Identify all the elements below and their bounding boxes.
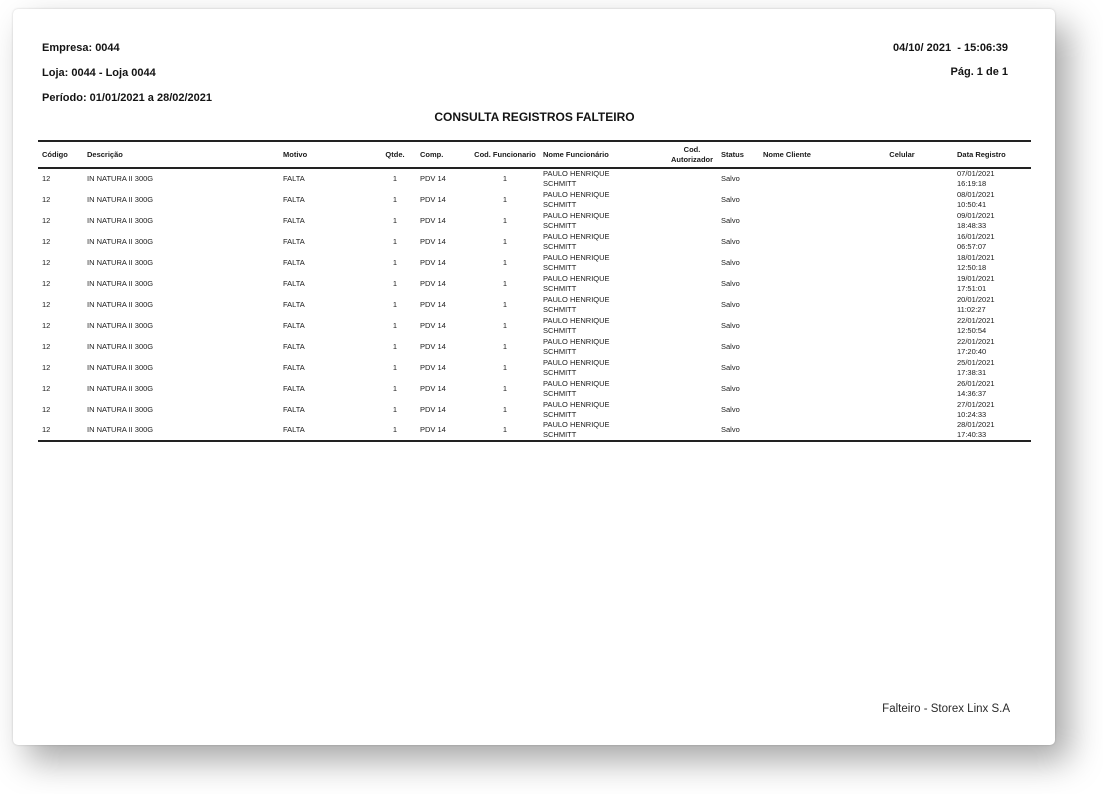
cell-comp: PDV 14	[420, 320, 446, 330]
cell-motivo: FALTA	[283, 174, 305, 183]
cell-codigo: 12	[42, 257, 51, 267]
table-row	[38, 189, 1031, 210]
column-header-comp: Comp.	[411, 141, 471, 168]
cell-celular	[857, 252, 947, 273]
cell-celular	[857, 336, 947, 357]
cell-descricao: IN NATURA II 300G	[87, 341, 154, 351]
cell-comp: PDV 14	[420, 341, 446, 351]
registro-time: 17:38:31	[957, 367, 987, 377]
cell-codigo: 12	[42, 341, 51, 351]
cell-descricao: IN NATURA II 300G	[87, 174, 154, 183]
cell-nome_funcionario	[539, 168, 667, 189]
registro-date: 07/01/2021	[957, 169, 995, 178]
cell-comp: PDV 14	[420, 236, 446, 246]
cell-comp: PDV 14	[420, 404, 446, 414]
registro-time: 06:57:07	[957, 241, 987, 251]
cell-data_registro	[947, 231, 1031, 252]
column-header-nome_cliente: Nome Cliente	[759, 141, 857, 168]
registro-date: 09/01/2021	[957, 210, 995, 220]
cell-celular	[857, 189, 947, 210]
table-row	[38, 252, 1031, 273]
cell-nome_cliente	[759, 210, 857, 231]
cell-codigo: 12	[42, 425, 51, 434]
cell-motivo: FALTA	[283, 257, 305, 267]
registro-time: 11:02:27	[957, 304, 986, 314]
cell-nome_cliente	[759, 231, 857, 252]
cell-motivo: FALTA	[283, 341, 305, 351]
cell-status: Salvo	[721, 320, 740, 330]
cell-descricao: IN NATURA II 300G	[87, 236, 154, 246]
cell-data_registro	[947, 189, 1031, 210]
column-header-status: Status	[717, 141, 759, 168]
cell-motivo: FALTA	[283, 383, 305, 393]
cell-data_registro	[947, 357, 1031, 378]
cell-codigo: 12	[42, 299, 51, 309]
cell-cod_funcionario: 1	[502, 174, 508, 183]
cell-status: Salvo	[721, 404, 740, 414]
cell-comp: PDV 14	[420, 257, 446, 267]
cell-cod_autorizador	[667, 189, 717, 210]
cell-nome_cliente	[759, 168, 857, 189]
cell-descricao: IN NATURA II 300G	[87, 320, 154, 330]
cell-nome_funcionario	[539, 378, 667, 399]
cell-celular	[857, 357, 947, 378]
cell-cod_funcionario: 1	[502, 341, 508, 351]
cell-motivo: FALTA	[283, 215, 305, 225]
cell-status: Salvo	[721, 362, 740, 372]
cell-celular	[857, 315, 947, 336]
cell-nome_funcionario	[539, 357, 667, 378]
cell-cod_funcionario: 1	[502, 257, 508, 267]
employee-name: PAULO HENRIQUE SCHMITT	[543, 315, 610, 335]
registro-date: 28/01/2021	[957, 420, 995, 429]
records-table-body	[38, 168, 1031, 441]
cell-nome_cliente	[759, 315, 857, 336]
cell-comp: PDV 14	[420, 194, 446, 204]
cell-celular	[857, 210, 947, 231]
cell-nome_cliente	[759, 189, 857, 210]
cell-nome_cliente	[759, 336, 857, 357]
cell-codigo: 12	[42, 215, 51, 225]
cell-data_registro	[947, 273, 1031, 294]
registro-date: 19/01/2021	[957, 273, 995, 283]
cell-celular	[857, 231, 947, 252]
cell-motivo: FALTA	[283, 299, 305, 309]
registro-time: 10:24:33	[957, 409, 987, 419]
cell-status: Salvo	[721, 278, 740, 288]
table-row	[38, 231, 1031, 252]
column-header-codigo: Código	[38, 141, 83, 168]
employee-name: PAULO HENRIQUE SCHMITT	[543, 252, 610, 272]
cell-comp: PDV 14	[420, 299, 446, 309]
employee-name: PAULO HENRIQUE SCHMITT	[543, 231, 610, 251]
column-header-nome_funcionario: Nome Funcionário	[539, 141, 667, 168]
table-row	[38, 399, 1031, 420]
cell-cod_funcionario: 1	[502, 194, 508, 204]
cell-cod_autorizador	[667, 399, 717, 420]
cell-codigo: 12	[42, 383, 51, 393]
employee-name: PAULO HENRIQUE SCHMITT	[543, 210, 610, 230]
registro-date: 22/01/2021	[957, 315, 995, 325]
cell-cod_autorizador	[667, 420, 717, 441]
cell-data_registro	[947, 210, 1031, 231]
empresa-line: Empresa: 0044	[42, 42, 120, 54]
cell-cod_funcionario: 1	[502, 299, 508, 309]
report-page	[13, 9, 1055, 745]
cell-comp: PDV 14	[420, 383, 446, 393]
cell-cod_funcionario: 1	[502, 236, 508, 246]
cell-data_registro	[947, 399, 1031, 420]
cell-cod_funcionario: 1	[502, 425, 508, 434]
registro-date: 18/01/2021	[957, 252, 995, 262]
cell-qtde: 1	[392, 194, 398, 204]
cell-nome_funcionario	[539, 273, 667, 294]
cell-nome_funcionario	[539, 231, 667, 252]
cell-celular	[857, 168, 947, 189]
registro-date: 27/01/2021	[957, 399, 995, 409]
employee-name: PAULO HENRIQUE SCHMITT	[543, 399, 610, 419]
cell-qtde: 1	[392, 404, 398, 414]
column-header-qtde: Qtde.	[379, 141, 411, 168]
cell-qtde: 1	[392, 278, 398, 288]
cell-nome_cliente	[759, 378, 857, 399]
cell-descricao: IN NATURA II 300G	[87, 362, 154, 372]
cell-qtde: 1	[392, 425, 398, 434]
cell-descricao: IN NATURA II 300G	[87, 383, 154, 393]
cell-data_registro	[947, 294, 1031, 315]
cell-nome_funcionario	[539, 252, 667, 273]
report-header-left	[42, 42, 212, 117]
cell-status: Salvo	[721, 299, 740, 309]
cell-nome_cliente	[759, 357, 857, 378]
table-row	[38, 210, 1031, 231]
cell-motivo: FALTA	[283, 362, 305, 372]
cell-status: Salvo	[721, 174, 740, 183]
employee-name: PAULO HENRIQUE SCHMITT	[543, 378, 610, 398]
cell-nome_funcionario	[539, 294, 667, 315]
cell-qtde: 1	[392, 174, 398, 183]
loja-line: Loja: 0044 - Loja 0044	[42, 67, 156, 79]
cell-cod_autorizador	[667, 315, 717, 336]
cell-descricao: IN NATURA II 300G	[87, 425, 154, 434]
cell-data_registro	[947, 252, 1031, 273]
column-header-data_registro: Data Registro	[947, 141, 1031, 168]
cell-cod_funcionario: 1	[502, 278, 508, 288]
cell-status: Salvo	[721, 215, 740, 225]
registro-time: 12:50:54	[957, 325, 987, 335]
cell-descricao: IN NATURA II 300G	[87, 215, 154, 225]
cell-nome_cliente	[759, 294, 857, 315]
records-table-head	[38, 141, 1031, 168]
cell-data_registro	[947, 336, 1031, 357]
cell-comp: PDV 14	[420, 425, 446, 434]
cell-motivo: FALTA	[283, 236, 305, 246]
registro-date: 25/01/2021	[957, 357, 995, 367]
column-header-cod_autorizador: Cod. Autorizador	[667, 141, 717, 168]
registro-time: 17:51:01	[957, 283, 987, 293]
periodo-line: Período: 01/01/2021 a 28/02/2021	[42, 92, 213, 104]
table-row	[38, 378, 1031, 399]
cell-nome_funcionario	[539, 336, 667, 357]
cell-cod_autorizador	[667, 273, 717, 294]
table-row	[38, 420, 1031, 441]
cell-descricao: IN NATURA II 300G	[87, 257, 154, 267]
report-footer: Falteiro - Storex Linx S.A	[882, 703, 1010, 715]
registro-date: 16/01/2021	[957, 231, 995, 241]
cell-status: Salvo	[721, 383, 740, 393]
page-number: Pág. 1 de 1	[950, 66, 1008, 78]
cell-data_registro	[947, 378, 1031, 399]
print-datetime: 04/10/ 2021 - 15:06:39	[893, 42, 1008, 54]
employee-name: PAULO HENRIQUE SCHMITT	[543, 189, 610, 209]
cell-data_registro	[947, 315, 1031, 336]
cell-status: Salvo	[721, 194, 740, 204]
cell-codigo: 12	[42, 174, 51, 183]
registro-time: 18:48:33	[957, 220, 987, 230]
cell-cod_autorizador	[667, 168, 717, 189]
cell-nome_funcionario	[539, 399, 667, 420]
cell-descricao: IN NATURA II 300G	[87, 278, 154, 288]
cell-codigo: 12	[42, 236, 51, 246]
table-row	[38, 294, 1031, 315]
registro-date: 08/01/2021	[957, 189, 995, 199]
cell-cod_autorizador	[667, 378, 717, 399]
registro-time: 10:50:41	[957, 199, 987, 209]
report-header-right	[893, 42, 1008, 90]
employee-name: PAULO HENRIQUE SCHMITT	[543, 420, 610, 439]
registro-date: 22/01/2021	[957, 336, 995, 346]
cell-qtde: 1	[392, 299, 398, 309]
cell-comp: PDV 14	[420, 215, 446, 225]
cell-status: Salvo	[721, 341, 740, 351]
cell-descricao: IN NATURA II 300G	[87, 404, 154, 414]
cell-motivo: FALTA	[283, 404, 305, 414]
table-row	[38, 273, 1031, 294]
cell-data_registro	[947, 420, 1031, 441]
table-row	[38, 315, 1031, 336]
cell-descricao: IN NATURA II 300G	[87, 194, 154, 204]
cell-celular	[857, 420, 947, 441]
registro-time: 12:50:18	[957, 262, 987, 272]
cell-codigo: 12	[42, 320, 51, 330]
column-header-celular: Celular	[857, 141, 947, 168]
employee-name: PAULO HENRIQUE SCHMITT	[543, 336, 610, 356]
table-row	[38, 357, 1031, 378]
cell-motivo: FALTA	[283, 425, 305, 434]
cell-celular	[857, 273, 947, 294]
cell-comp: PDV 14	[420, 362, 446, 372]
cell-celular	[857, 378, 947, 399]
registro-time: 16:19:18	[957, 179, 987, 188]
employee-name: PAULO HENRIQUE SCHMITT	[543, 357, 610, 377]
records-table	[38, 140, 1031, 442]
cell-nome_cliente	[759, 420, 857, 441]
cell-nome_funcionario	[539, 210, 667, 231]
cell-nome_funcionario	[539, 189, 667, 210]
employee-name: PAULO HENRIQUE SCHMITT	[543, 169, 610, 188]
cell-cod_autorizador	[667, 231, 717, 252]
cell-qtde: 1	[392, 383, 398, 393]
cell-cod_autorizador	[667, 336, 717, 357]
cell-data_registro	[947, 168, 1031, 189]
cell-cod_autorizador	[667, 357, 717, 378]
column-header-descricao: Descrição	[83, 141, 279, 168]
column-header-motivo: Motivo	[279, 141, 379, 168]
employee-name: PAULO HENRIQUE SCHMITT	[543, 273, 610, 293]
cell-cod_autorizador	[667, 252, 717, 273]
cell-status: Salvo	[721, 236, 740, 246]
table-row	[38, 168, 1031, 189]
cell-nome_cliente	[759, 399, 857, 420]
employee-name: PAULO HENRIQUE SCHMITT	[543, 294, 610, 314]
cell-codigo: 12	[42, 278, 51, 288]
cell-cod_autorizador	[667, 210, 717, 231]
column-header-cod_funcionario: Cod. Funcionario	[471, 141, 539, 168]
cell-celular	[857, 399, 947, 420]
cell-codigo: 12	[42, 362, 51, 372]
report-title: CONSULTA REGISTROS FALTEIRO	[434, 110, 635, 124]
cell-descricao: IN NATURA II 300G	[87, 299, 154, 309]
cell-cod_funcionario: 1	[502, 362, 508, 372]
cell-qtde: 1	[392, 257, 398, 267]
cell-cod_funcionario: 1	[502, 383, 508, 393]
registro-time: 14:36:37	[957, 388, 987, 398]
cell-nome_cliente	[759, 273, 857, 294]
cell-motivo: FALTA	[283, 194, 305, 204]
cell-nome_cliente	[759, 252, 857, 273]
records-table-header-row	[38, 141, 1031, 168]
cell-status: Salvo	[721, 257, 740, 267]
registro-date: 26/01/2021	[957, 378, 995, 388]
cell-qtde: 1	[392, 341, 398, 351]
cell-motivo: FALTA	[283, 320, 305, 330]
cell-motivo: FALTA	[283, 278, 305, 288]
cell-comp: PDV 14	[420, 278, 446, 288]
cell-celular	[857, 294, 947, 315]
registro-time: 17:20:40	[957, 346, 987, 356]
registro-time: 17:40:33	[957, 430, 987, 439]
cell-qtde: 1	[392, 236, 398, 246]
cell-codigo: 12	[42, 404, 51, 414]
cell-qtde: 1	[392, 215, 398, 225]
cell-cod_autorizador	[667, 294, 717, 315]
table-row	[38, 336, 1031, 357]
cell-cod_funcionario: 1	[502, 404, 508, 414]
cell-comp: PDV 14	[420, 174, 446, 183]
cell-cod_funcionario: 1	[502, 215, 508, 225]
cell-codigo: 12	[42, 194, 51, 204]
cell-status: Salvo	[721, 425, 740, 434]
cell-nome_funcionario	[539, 420, 667, 441]
cell-cod_funcionario: 1	[502, 320, 508, 330]
cell-nome_funcionario	[539, 315, 667, 336]
registro-date: 20/01/2021	[957, 294, 995, 304]
cell-qtde: 1	[392, 320, 398, 330]
cell-qtde: 1	[392, 362, 398, 372]
